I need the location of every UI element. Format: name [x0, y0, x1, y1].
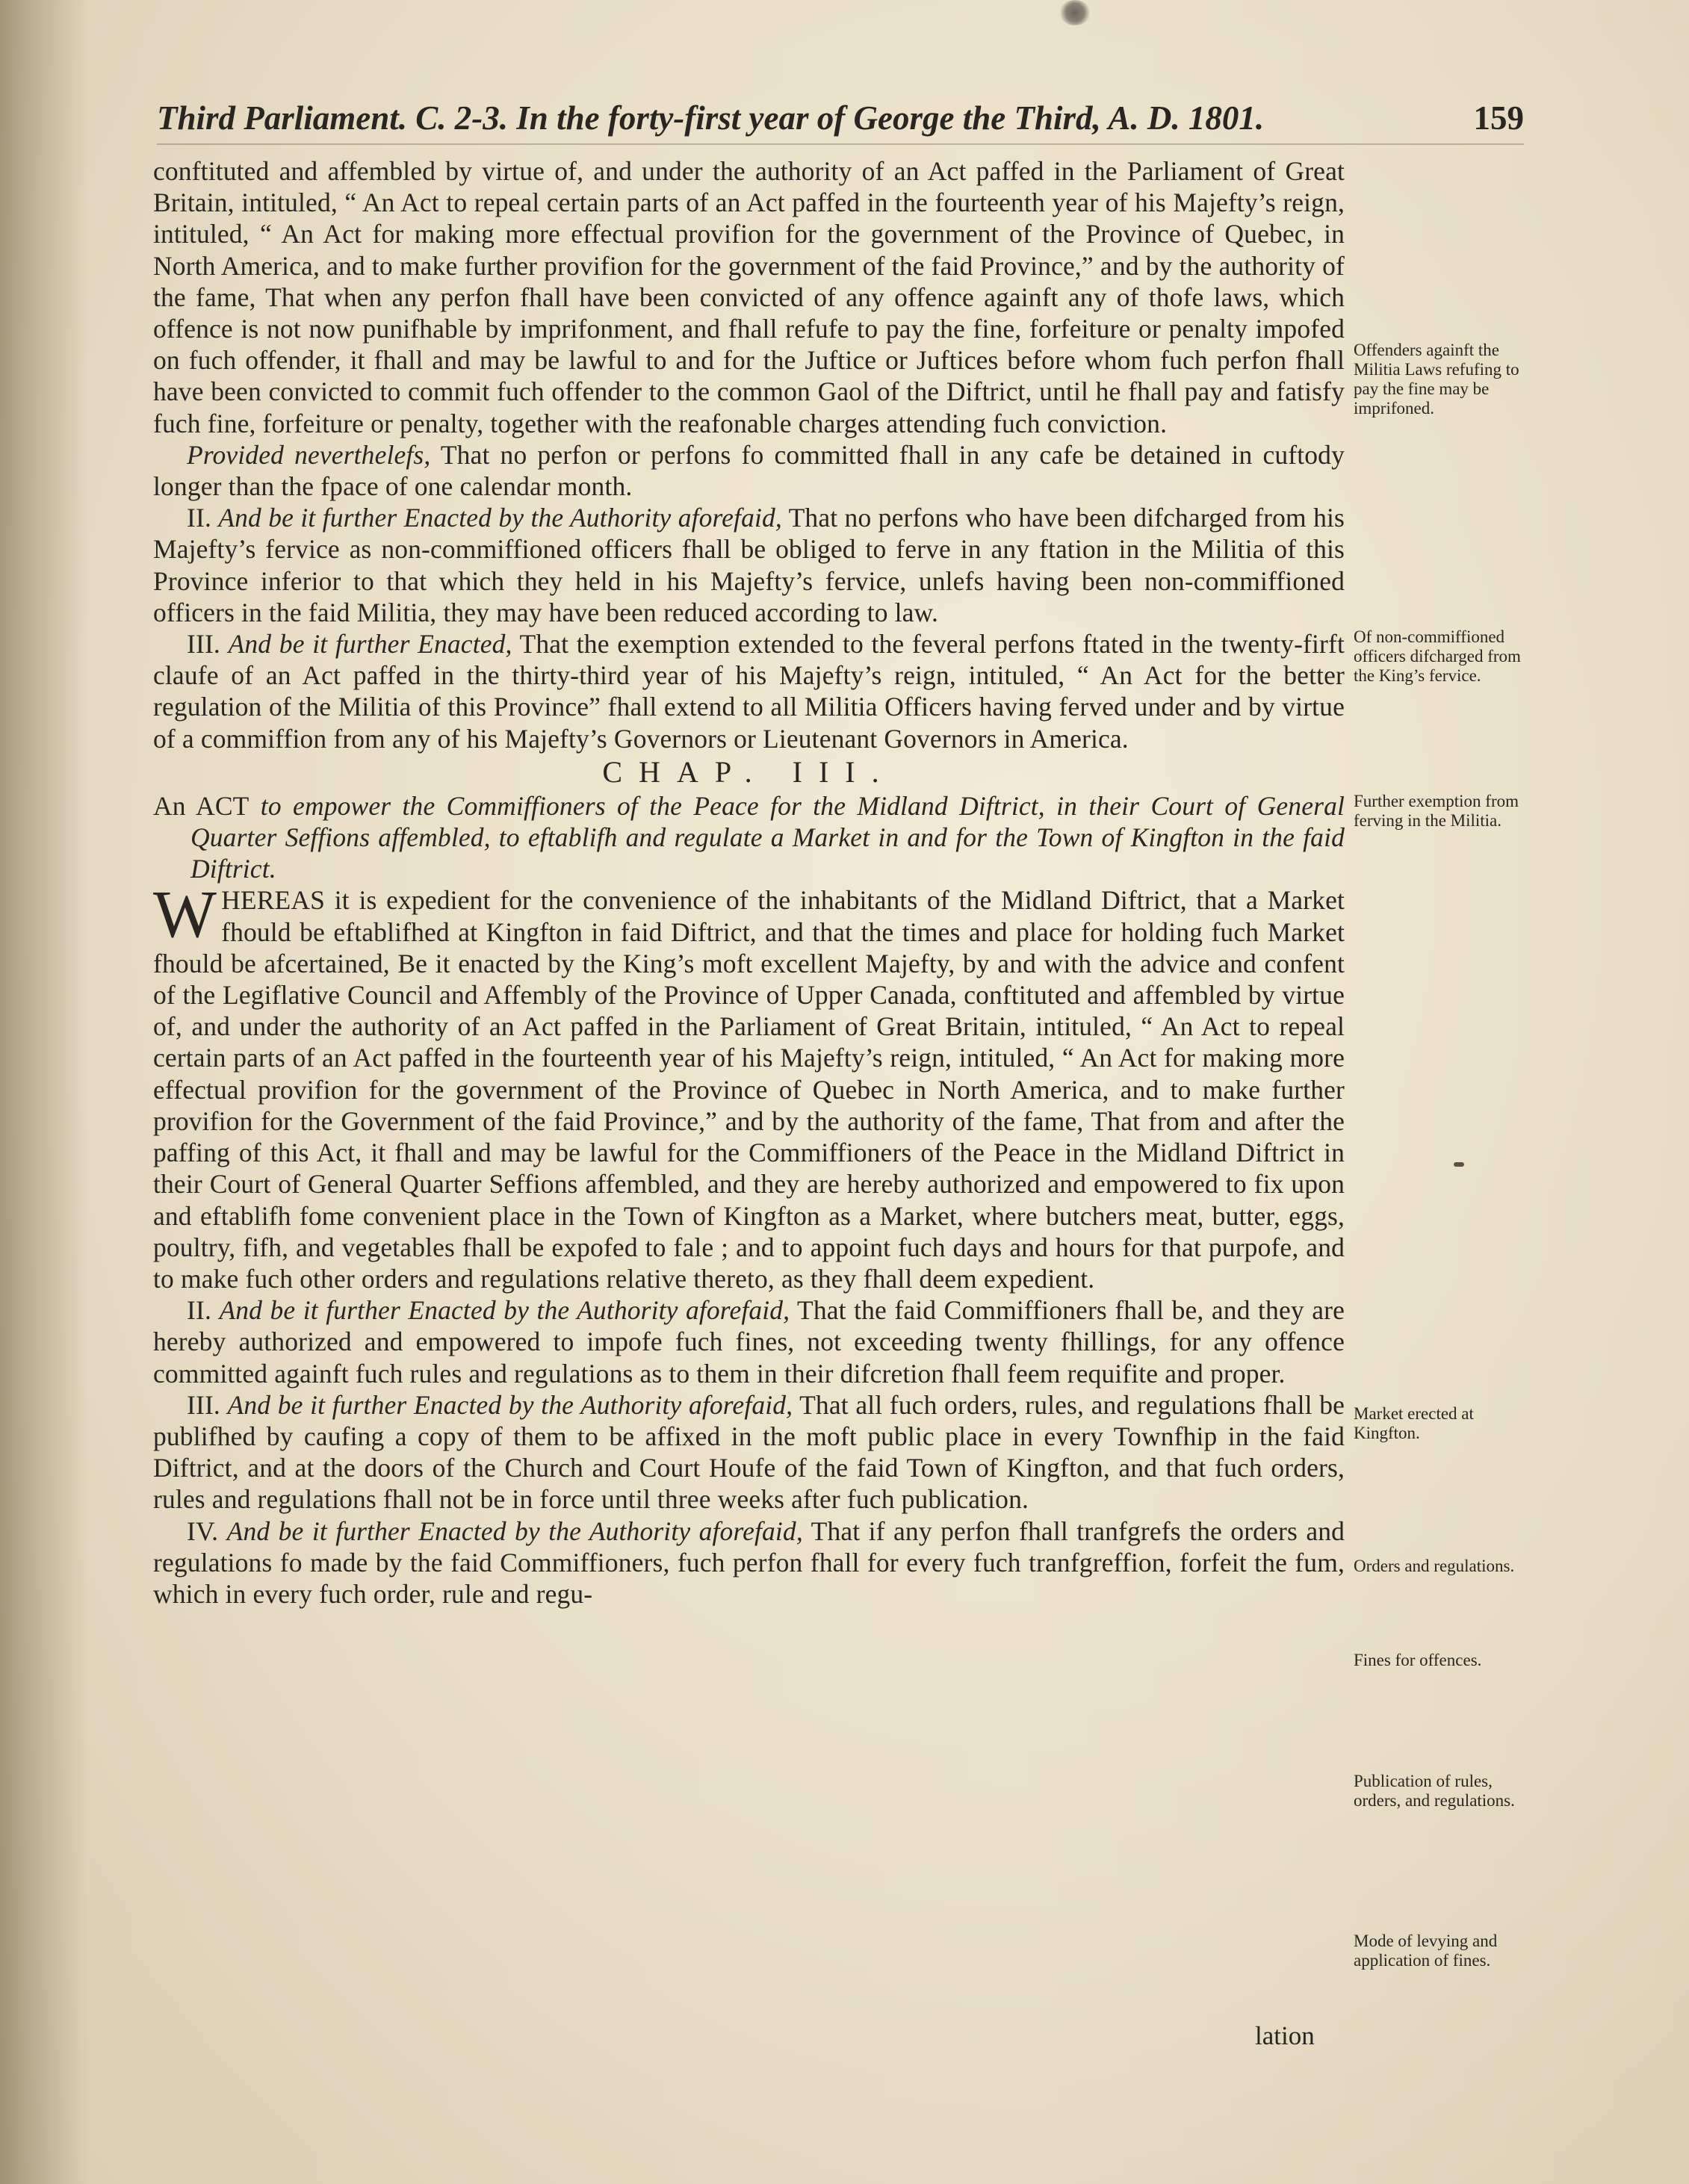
margin-note-market: Market erected at Kingfton. — [1354, 1404, 1474, 1442]
page-number: 159 — [1473, 99, 1524, 137]
continued-paragraph: conftituted and affembled by virtue of, and under the authority of an Act paffed in the Parliament of Great Britain, intituled, “ An Act to repeal certain parts of an Act paffed in the fourteenth year of his Majefty’s reign, intituled, “ An Act for making more effectual provifion for the government of the Province of Quebec, in North America, and to make further provifion for the government of the faid Province,” and by the authority of the fame, That when any perfon fhall have been convicted of any offence againft any of thofe laws, which offence is not now punifhable by imprifonment, and fhall refufe to pay the fine, forfeiture or penalty impofed on fuch offender, it fhall and may be lawful to and for the Juftice or Juftices before whom fuch perfon fhall have been convicted to commit fuch offender to the common Gaol of the Diftrict, until he fhall pay and fatisfy fuch fine, forfeiture or penalty, together with the reafonable charges attending fuch conviction. — [153, 156, 1345, 438]
enacting-clause: And be it further Enacted by the Authority aforefaid, — [227, 1389, 793, 1420]
section-text: That the exemption extended to the feveral perfons ftated in the twenty-firft claufe of an Act paffed in the thirty-third year of his Majefty’s reign, intituled, “ An Act for the better regulation of the Militia of this Province” fhall extend to all Militia Officers having ferved under and by virtue of a commiffion from any of his Majefty’s Governors or Lieutenant Governors in America. — [153, 629, 1345, 754]
section-2-paragraph — [153, 502, 1345, 628]
section-3-paragraph — [153, 628, 1345, 754]
section-number: III. — [187, 1389, 228, 1420]
binding-shadow — [0, 0, 90, 2184]
preamble-paragraph — [153, 878, 1345, 1294]
enacting-clause: And be it further Enacted, — [228, 629, 512, 660]
act-title — [153, 790, 1345, 885]
catchword: lation — [1255, 2021, 1315, 2050]
margin-note-exemption: Further exemption from ferving in the Militia. — [1354, 792, 1519, 830]
enacting-clause: And be it further Enacted by the Authority aforefaid, — [219, 1295, 790, 1326]
section-text: That all fuch orders, rules, and regulations fhall be publifhed by caufing a copy of them to be affixed in the moft public place in every Townfhip in the faid Diftrict, and at the doors of the Church and Court Houfe of the faid Town of Kingfton, and that fuch orders, rules and regulations fhall not be in force until three weeks after fuch publication. — [153, 1389, 1345, 1515]
enacting-clause: And be it further Enacted by the Authority aforefaid, — [218, 503, 782, 533]
main-text — [153, 155, 1345, 1610]
section-number: II. — [187, 503, 219, 533]
margin-note-publication: Publication of rules, orders, and regulations. — [1354, 1772, 1515, 1810]
section-2-paragraph — [153, 1294, 1345, 1389]
section-number: III. — [187, 629, 229, 660]
chapter-heading: CHAP. III. — [602, 754, 896, 789]
proviso-lead: Provided neverthelefs, — [187, 439, 431, 470]
running-head: Third Parliament. C. 2-3. In the forty-first year of George the Third, A. D. 1801. — [157, 99, 1265, 137]
ink-stain — [1059, 0, 1091, 25]
section-text: That if any perfon fhall tranfgrefs the orders and regulations fo made by the faid Commiffioners, fuch perfon fhall for every fuch tranfgreffion, forfeit the fum, which in every fuch order, rule and regu- — [153, 1516, 1345, 1609]
section-text: That no perfons who have been difcharged from his Majefty’s fervice as non-commiffioned officers fhall be obliged to ferve in any ftation in the Militia of this Province inferior to that which they held in his Majefty’s fervice, unlefs having been non-commiffioned officers in the faid Militia, they may have been reduced according to law. — [153, 503, 1345, 627]
proviso-paragraph — [153, 439, 1345, 502]
margin-note-fines: Fines for offences. — [1354, 1651, 1482, 1669]
margin-note-orders: Orders and regulations. — [1354, 1557, 1515, 1575]
section-3-paragraph — [153, 1389, 1345, 1516]
section-text: That the faid Commiffioners fhall be, and they are hereby authorized and empowered to impofe fuch fines, not exceeding twenty fhillings, for any offence committed againft fuch rules and regulations as to them in their difcretion fhall feem requifite and proper. — [153, 1295, 1345, 1389]
preamble-text: HEREAS it is expedient for the convenience of the inhabitants of the Midland Diftrict, that a Market fhould be eftablifhed at Kingfton in faid Diftrict, and that the times and place for holding fuch Market fhould be afcertained, Be it enacted by the King’s moft excellent Majefty, by and with the advice and confent of the Legiflative Council and Affembly of the Province of Upper Canada, conftituted and affembled by virtue of, and under the authority of an Act paffed in the Parliament of Great Britain, intituled, “ An Act to repeal certain parts of an Act paffed in the fourteenth year of his Majefty’s reign, intituled, “ An Act for making more effectual provifion for the government of the Province of Quebec in North America, and to make further provifion for the Government of the faid Province,” and by the authority of the fame, That from and after the paffing of this Act, it fhall and may be lawful for the Commiffioners of the Peace in the Midland Diftrict in their Court of General Quarter Seffions affembled, and they are hereby authorized and empowered to fix upon and eftablifh fome convenient place in the Town of Kingfton as a Market, where butchers meat, butter, eggs, poultry, fifh, and vegetables fhall be expofed to fale ; and to appoint fuch days and hours for that purpofe, and to make fuch other orders and regulations relative thereto, as they fhall deem expedient. — [153, 885, 1345, 1294]
margin-mark — [1454, 1162, 1464, 1167]
running-header — [157, 99, 1524, 143]
proviso-text: That no perfon or perfons fo committed fhall in any cafe be detained in cuftody longer than the fpace of one calendar month. — [153, 439, 1345, 502]
section-4-paragraph — [153, 1516, 1345, 1610]
drop-capital: W — [153, 878, 217, 952]
enacting-clause: And be it further Enacted by the Authority aforefaid, — [226, 1516, 803, 1546]
act-title-text: to empower the Commiffioners of the Peace for the Midland Diftrict, in their Court of General Quarter Seffions affembled, to eftablifh and regulate a Market in and for the Town of Kingfton in the faid Diftrict. — [190, 790, 1345, 884]
margin-note-offenders: Offenders againft the Militia Laws refufing to pay the fine may be imprifoned. — [1354, 341, 1519, 418]
header-rule — [157, 143, 1524, 145]
margin-note-non-commissioned: Of non-commiffioned officers difcharged from the King’s fervice. — [1354, 627, 1521, 685]
act-title-lead: An ACT — [153, 790, 250, 821]
section-number: IV. — [187, 1516, 227, 1546]
margin-note-levying: Mode of levying and application of fines. — [1354, 1932, 1498, 1970]
section-number: II. — [187, 1295, 220, 1326]
